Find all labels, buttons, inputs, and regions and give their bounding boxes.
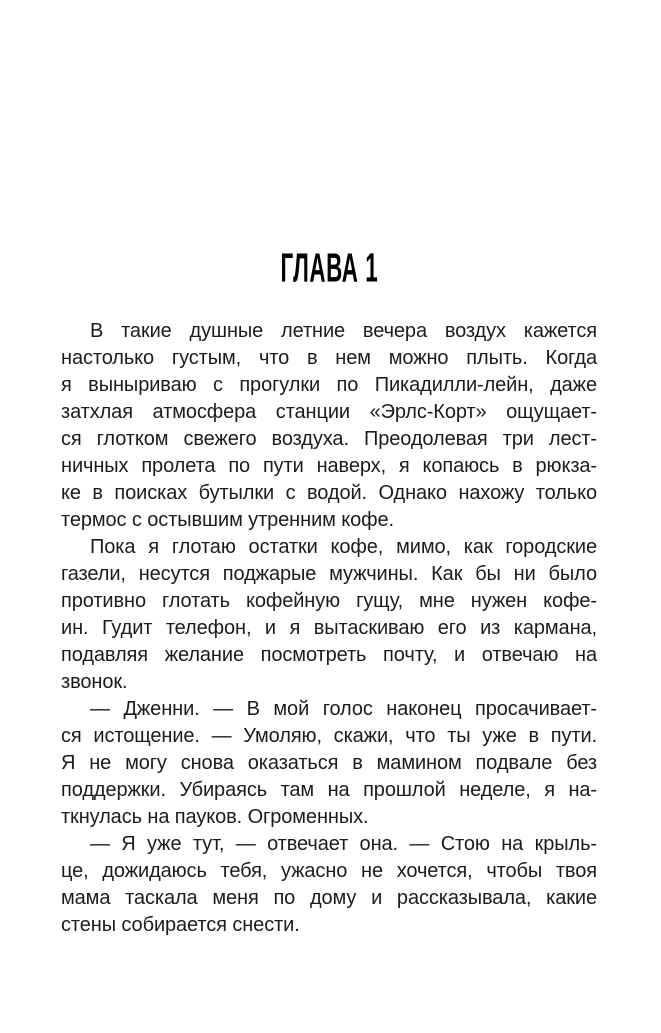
text-line: мама таскала меня по дому и рассказывала, какие	[61, 887, 597, 909]
text-line: ке в поисках бутылки с водой. Однако нахожу только	[61, 482, 597, 504]
text-line: настолько густым, что в нем можно плыть. Когда	[61, 347, 597, 369]
paragraph	[61, 318, 597, 534]
text-line: затхлая атмосфера станции «Эрлс-Корт» ощущает-	[61, 401, 597, 423]
paragraph	[61, 831, 597, 939]
text-line: поддержки. Убираясь там на прошлой неделе, я на-	[61, 779, 597, 801]
text-line: противно глотать кофейную гущу, мне нужен кофе-	[61, 590, 597, 612]
text-line: ся глотком свежего воздуха. Преодолевая три лест-	[61, 428, 597, 450]
text-line: ничных пролета по пути наверх, я копаюсь в рюкза-	[61, 455, 597, 477]
chapter-heading	[61, 245, 597, 291]
text-line: — Я уже тут, — отвечает она. — Стою на крыль-	[90, 833, 597, 855]
text-line: В такие душные летние вечера воздух кажется	[90, 320, 597, 342]
text-line: ся истощение. — Умоляю, скажи, что ты уже в пути.	[61, 725, 597, 747]
text-line: звонок.	[61, 671, 128, 693]
paragraph	[61, 534, 597, 696]
text-line: подавляя желание посмотреть почту, и отвечаю на	[61, 644, 597, 666]
text-line: Я не могу снова оказаться в мамином подвале без	[61, 752, 597, 774]
text-line: стены собирается снести.	[61, 914, 300, 936]
text-line: ткнулась на пауков. Огроменных.	[61, 806, 369, 828]
page-body	[61, 318, 597, 939]
text-line: це, дожидаюсь тебя, ужасно не хочется, чтобы твоя	[61, 860, 597, 882]
paragraph	[61, 696, 597, 831]
text-column	[61, 245, 597, 939]
text-line: газели, несутся поджарые мужчины. Как бы ни было	[61, 563, 597, 585]
text-line: Пока я глотаю остатки кофе, мимо, как городские	[90, 536, 597, 558]
text-line: термос с остывшим утренним кофе.	[61, 509, 394, 531]
chapter-title: ГЛАВА 1	[280, 245, 378, 291]
text-line: ин. Гудит телефон, и я вытаскиваю его из кармана,	[61, 617, 597, 639]
text-line: — Дженни. — В мой голос наконец просачивает-	[90, 698, 597, 720]
text-line: я выныриваю с прогулки по Пикадилли-лейн, даже	[61, 374, 597, 396]
